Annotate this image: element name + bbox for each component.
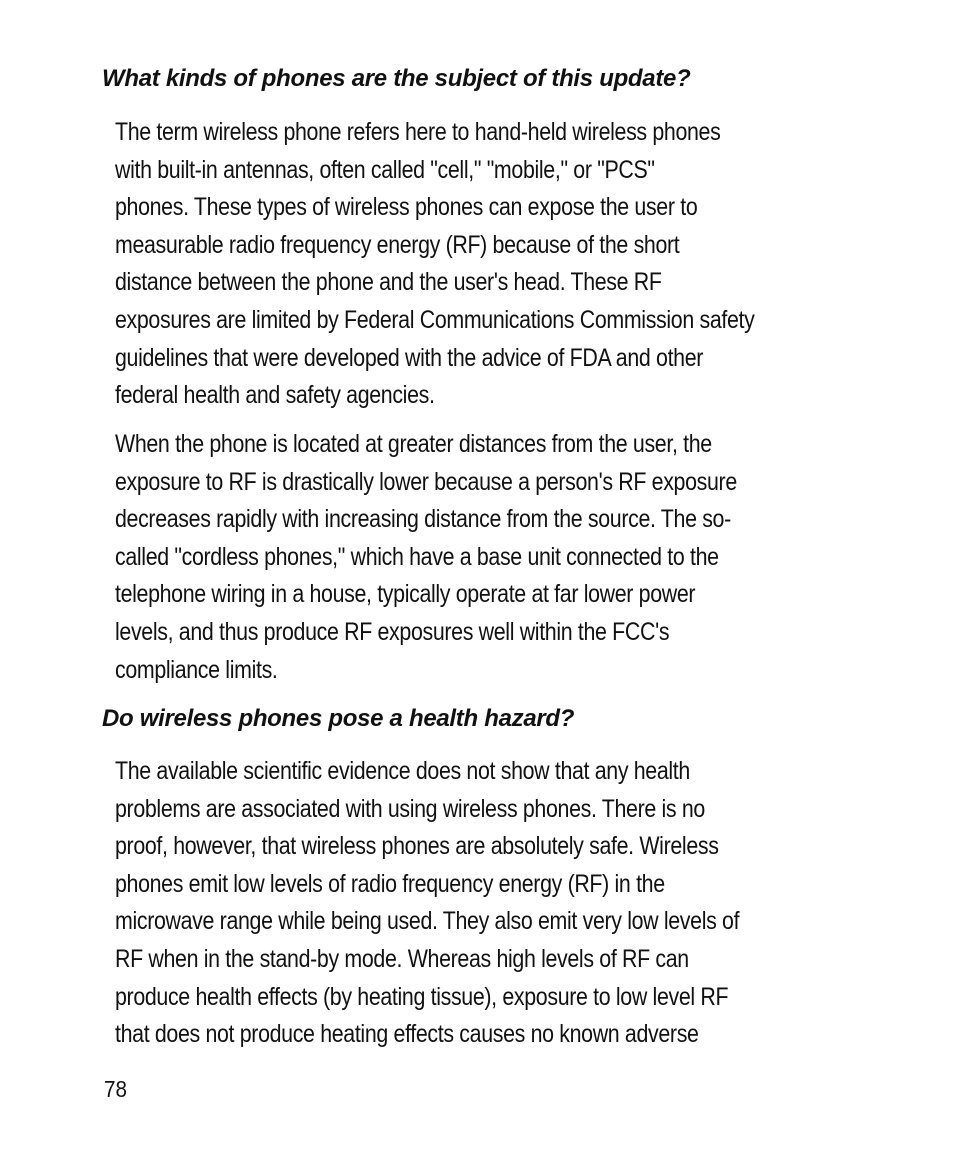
text-line: federal health and safety agencies. bbox=[115, 381, 435, 410]
text-line: produce health effects (by heating tissue), exposure to low level RF bbox=[115, 982, 729, 1011]
text-line: proof, however, that wireless phones are absolutely safe. Wireless bbox=[115, 832, 719, 861]
text-line: called "cordless phones," which have a base unit connected to the bbox=[115, 542, 719, 571]
text-line: levels, and thus produce RF exposures well within the FCC's bbox=[115, 617, 670, 646]
text-line: decreases rapidly with increasing distance from the source. The so- bbox=[115, 505, 731, 534]
text-line: exposure to RF is drastically lower because a person's RF exposure bbox=[115, 467, 737, 496]
text-line: that does not produce heating effects causes no known adverse bbox=[115, 1020, 699, 1049]
text-line: When the phone is located at greater distances from the user, the bbox=[115, 430, 712, 458]
text-line: telephone wiring in a house, typically operate at far lower power bbox=[115, 580, 696, 609]
page-number: 78 bbox=[104, 1076, 128, 1102]
section-heading-phone-types: What kinds of phones are the subject of this update? bbox=[102, 65, 691, 92]
text-line: problems are associated with using wireless phones. There is no bbox=[115, 794, 705, 823]
text-line: measurable radio frequency energy (RF) because of the short bbox=[115, 230, 680, 259]
paragraph-phone-types bbox=[115, 114, 863, 415]
paragraph-distance-exposure bbox=[115, 426, 842, 689]
text-line: The term wireless phone refers here to hand-held wireless phones bbox=[115, 118, 721, 146]
text-line: compliance limits. bbox=[115, 655, 278, 684]
text-line: distance between the phone and the user's head. These RF bbox=[115, 268, 662, 297]
text-line: exposures are limited by Federal Communications Commission safety bbox=[115, 305, 755, 334]
text-line: phones. These types of wireless phones can expose the user to bbox=[115, 193, 698, 222]
section-heading-health-hazard: Do wireless phones pose a health hazard? bbox=[102, 705, 575, 732]
text-line: phones emit low levels of radio frequency energy (RF) in the bbox=[115, 869, 665, 898]
text-line: RF when in the stand-by mode. Whereas high levels of RF can bbox=[115, 944, 689, 973]
text-line: The available scientific evidence does not show that any health bbox=[115, 757, 690, 785]
text-line: microwave range while being used. They also emit very low levels of bbox=[115, 907, 740, 936]
text-line: with built-in antennas, often called "cell," "mobile," or "PCS" bbox=[115, 155, 655, 184]
paragraph-health-hazard bbox=[115, 753, 845, 1054]
text-line: guidelines that were developed with the advice of FDA and other bbox=[115, 343, 704, 372]
